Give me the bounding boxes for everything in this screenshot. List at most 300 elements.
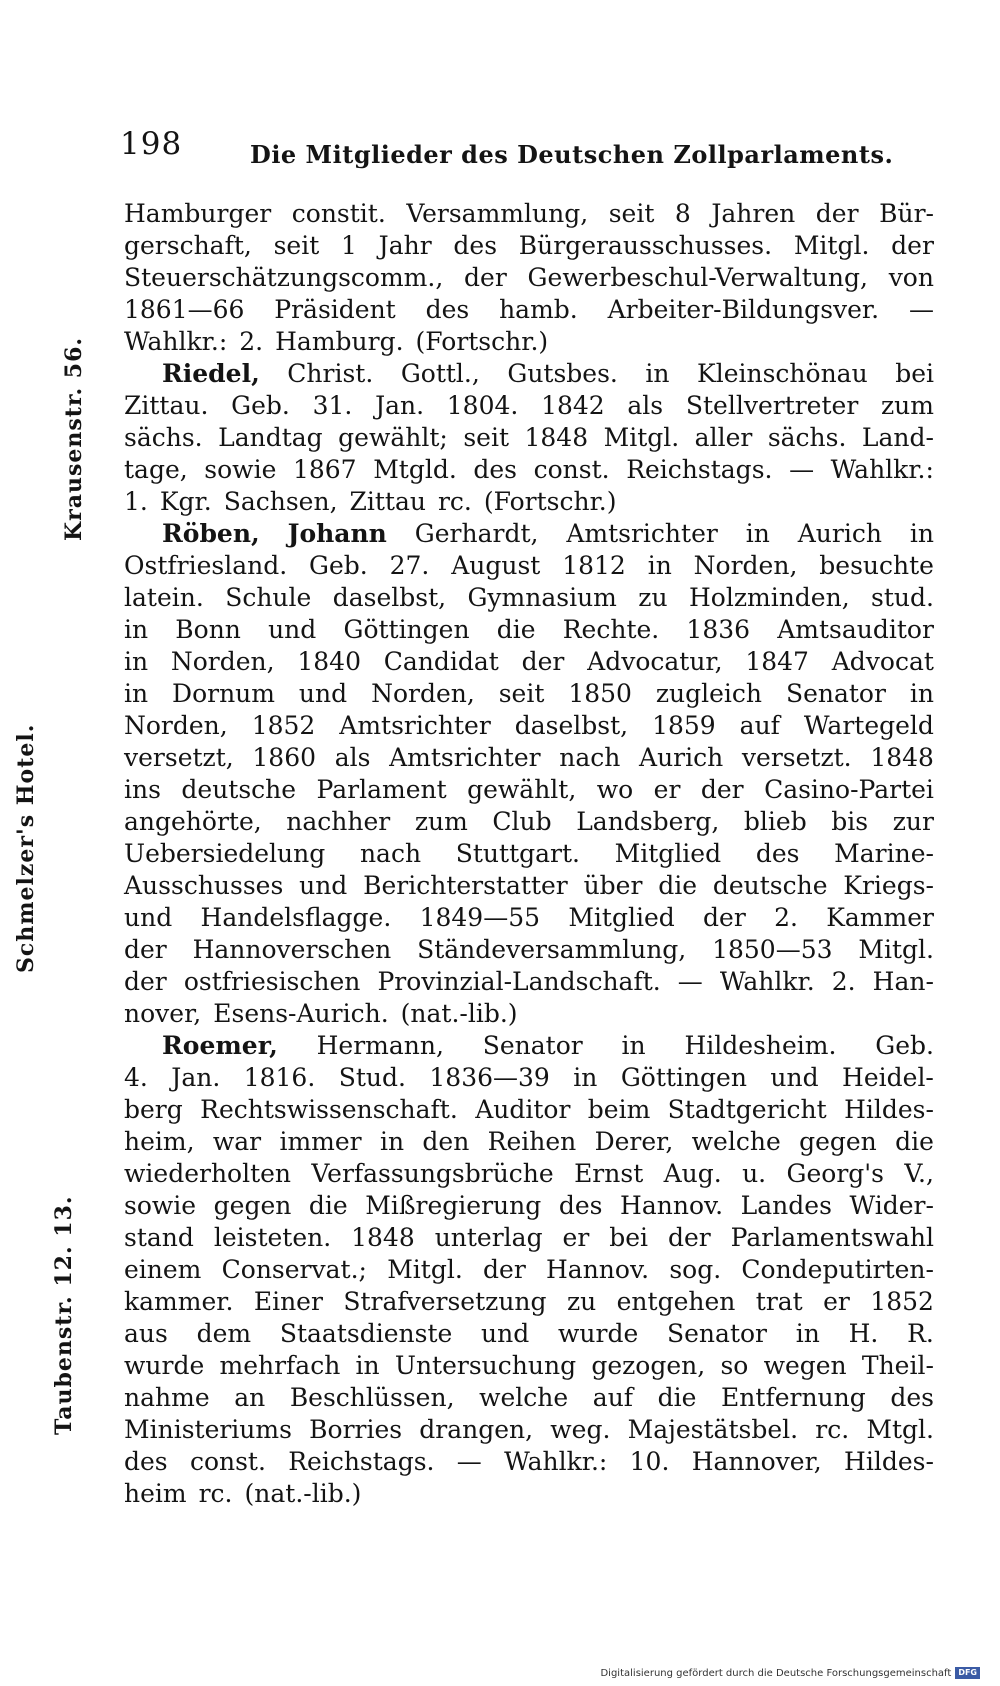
word: 2. [774,903,798,932]
text-line [124,742,934,774]
word: gegen [213,1191,292,1220]
word: Jan. [171,1063,221,1092]
word: entgehen [616,1287,736,1316]
word: nach [559,743,621,772]
text-line [124,1446,934,1478]
text-line [124,230,934,262]
word: Steuerschätzungscomm., [124,263,444,292]
word: Kgr. [159,487,212,516]
text-line [124,774,934,806]
word: in [647,551,672,580]
word: 1840 [297,647,361,676]
text-line [124,1190,934,1222]
word: wegen [763,1351,847,1380]
word: Hannov. [620,1191,724,1220]
word: Senator [482,1031,583,1060]
word: gezogen, [591,1351,706,1380]
text-line [124,998,934,1030]
word: gegen [799,1127,877,1156]
word: in [645,359,670,388]
body-text [124,198,934,1510]
word: 1852 [251,711,316,740]
word: Handelsflagge. [200,903,392,932]
word: seit [463,423,509,452]
word: Hamburg. [275,327,404,356]
word: 1848 [870,743,934,772]
word: Hermann, [316,1031,444,1060]
word: beim [587,1095,651,1124]
word: Landes [740,1191,832,1220]
word: trat [755,1287,803,1316]
word: in [124,679,149,708]
word: die [895,1127,934,1156]
word: kammer. [124,1287,234,1316]
word: — [789,455,815,484]
word: — [908,295,934,324]
word: Bürgerausschusses. [518,231,773,260]
word: Hannover, [691,1447,822,1476]
word: Ministeriums [124,1415,292,1444]
word: Verfassungsbrüche [311,1159,554,1188]
word: Parlamentswahl [730,1223,934,1252]
word: Heidel- [842,1063,934,1092]
text-line [124,902,934,934]
word: (nat.-lib.) [244,1479,362,1508]
word: Hildes- [844,1447,934,1476]
word: sächs. [767,423,847,452]
word: Stuttgart. [455,839,580,868]
word: 1850 [568,679,632,708]
word: als [334,743,371,772]
word: 1. [124,487,148,516]
word: stud. [871,583,934,612]
word: Amtsrichter [389,743,541,772]
text-line [124,486,934,518]
word: 1848 [351,1223,415,1252]
text-line [124,262,934,294]
word: Amtsauditor [777,615,934,644]
word: einem [124,1255,202,1284]
word: Candidat [383,647,499,676]
word: nahme [124,1383,210,1412]
word: berg [124,1095,183,1124]
word: Jan. [375,391,425,420]
word: heim, [124,1127,195,1156]
word: Auditor [475,1095,571,1124]
text-line [124,838,934,870]
word: Landsberg, [576,807,720,836]
word: stand [124,1223,194,1252]
word: Advocatur, [587,647,723,676]
word: bei [895,359,934,388]
word: Advocat [831,647,934,676]
word: sächs. [124,423,203,452]
word: Esens-Aurich. [213,999,389,1028]
word: 31. [312,391,353,420]
word: welche [479,1383,569,1412]
word: rc. [437,487,472,516]
word: Bonn [175,615,241,644]
word: Uebersiedelung [124,839,326,868]
word: Majestätsbel. [627,1415,799,1444]
word: Staatsdienste [279,1319,453,1348]
word: 1816. [243,1063,316,1092]
word: August [451,551,541,580]
text-line [124,390,934,422]
word: in [909,519,934,548]
word: tage, [124,455,188,484]
text-line [124,710,934,742]
word: Mitgl. [858,935,934,964]
word: des [755,839,800,868]
word: Provinzial-Landschaft. [377,967,661,996]
word: sowie [124,1191,197,1220]
word: des [473,455,518,484]
word: der [521,647,565,676]
word: Untersuchung [394,1351,577,1380]
word: V., [904,1159,934,1188]
word: Kleinschönau [697,359,868,388]
word: Gerhardt, [414,519,539,548]
word: des [425,295,470,324]
side-note-schmelzers-hotel: Schmelzer's Hotel. [13,723,39,973]
word: er [823,1287,850,1316]
word: Geb. [875,1031,934,1060]
word: Holzminden, [688,583,850,612]
text-line [124,1158,934,1190]
word: 1836 [686,615,751,644]
word: Casino-Partei [764,775,934,804]
word: zu [566,1287,597,1316]
word: Land- [861,423,934,452]
text-line [124,806,934,838]
word: const. [189,1447,266,1476]
word: Wartegeld [803,711,934,740]
word: 1852 [870,1287,934,1316]
word: in [621,1031,646,1060]
word: ostfriesischen [183,967,361,996]
word: zu [638,583,668,612]
word: in [573,1063,598,1092]
word: dem [196,1319,252,1348]
word: Hildes- [844,1095,934,1124]
word: 1804. [446,391,519,420]
word: Rechtswissenschaft. [200,1095,458,1124]
word: Wahlkr.: [124,327,228,356]
word: latein. [124,583,204,612]
word: Wider- [849,1191,934,1220]
word: sowie [204,455,277,484]
word: 1861—66 [124,295,245,324]
word: H. [848,1319,879,1348]
word: der [667,1223,711,1252]
word: Röben, [162,519,260,548]
word: Arbeiter-Bildungsver. [607,295,880,324]
word: 1849—55 [419,903,541,932]
word: und [298,679,348,708]
word: Gottl., [400,359,480,388]
word: Roemer, [162,1031,278,1060]
word: der [124,935,167,964]
word: in [909,679,934,708]
word: 1 [341,231,357,260]
word: Marine- [834,839,934,868]
word: in [124,647,149,676]
word: blieb [743,807,807,836]
word: auf [739,711,780,740]
text-line [124,614,934,646]
word: Präsident [274,295,396,324]
text-line [124,1126,934,1158]
word: Berichterstatter [363,871,568,900]
word: Ausschusses [124,871,284,900]
word: deutsche [712,871,828,900]
word: Stud. [338,1063,406,1092]
word: Jahren [711,199,796,228]
word: Stellvertreter [685,391,859,420]
word: Senator [667,1319,767,1348]
word: 1848 [524,423,589,452]
word: in [124,615,149,644]
word: Hannoverschen [192,935,392,964]
word: (Fortschr.) [483,487,617,516]
word: 1842 [541,391,605,420]
word: Parlament [316,775,447,804]
word: Riedel, [162,359,260,388]
text-line [124,294,934,326]
word: auf [592,1383,634,1412]
word: bei [609,1223,649,1252]
word: — [677,967,703,996]
word: den [422,1127,470,1156]
word: Senator [785,679,886,708]
word: Mtgl. [866,1415,934,1444]
word: der [815,199,859,228]
word: drangen, [419,1415,534,1444]
word: gewählt, [467,775,577,804]
word: Sachsen, [223,487,338,516]
word: Gutsbes. [507,359,618,388]
word: Hannov. [546,1255,650,1284]
word: Bür- [879,199,934,228]
word: die [657,1383,697,1412]
word: 1860 [252,743,317,772]
word: 1850—53 [712,935,833,964]
word: als [627,391,664,420]
word: versetzt. [741,743,852,772]
word: Norden, [371,679,475,708]
word: in [379,1127,405,1156]
word: der [703,903,746,932]
word: Geb. [309,551,368,580]
word: Mitgl. [387,1255,463,1284]
word: wiederholten [124,1159,292,1188]
side-note-krausenstr: Krausenstr. 56. [61,336,87,541]
word: 1859 [652,711,716,740]
word: Versammlung, [406,199,589,228]
text-line [124,582,934,614]
text-line [124,326,934,358]
word: versetzt, [124,743,234,772]
word: Landtag [218,423,323,452]
word: wo [596,775,634,804]
word: des [558,1191,603,1220]
word: in [795,1319,820,1348]
word: mehrfach [219,1351,341,1380]
word: Zittau [349,487,426,516]
word: deutsche [181,775,297,804]
word: Christ. [287,359,374,388]
word: bis [831,807,869,836]
text-line [124,1062,934,1094]
word: Georg's [786,1159,884,1188]
word: des [890,1383,934,1412]
word: nover, [124,999,202,1028]
dfg-logo: DFG [955,1667,980,1679]
word: die [496,615,536,644]
word: aller [694,423,753,452]
word: Göttingen [620,1063,747,1092]
word: 10. [629,1447,670,1476]
word: Stadtgericht [667,1095,827,1124]
word: in [745,519,770,548]
word: aus [124,1319,168,1348]
word: daselbst, [514,711,629,740]
side-note-taubenstr: Taubenstr. 12. 13. [51,1195,77,1435]
text-line [124,550,934,582]
word: Reichstags. [626,455,773,484]
word: heim [124,1479,187,1508]
word: immer [279,1127,362,1156]
text-line [124,646,934,678]
word: (Fortschr.) [415,327,549,356]
word: Borries [309,1415,403,1444]
word: Norden, [124,711,228,740]
word: besuchte [819,551,934,580]
word: Condeputirten- [741,1255,934,1284]
word: 1836—39 [429,1063,550,1092]
word: des [124,1447,168,1476]
text-line [124,1286,934,1318]
text-line [124,1094,934,1126]
word: seit [498,679,545,708]
word: 1812 [562,551,626,580]
word: angehörte, [124,807,262,836]
word: Rechte. [562,615,660,644]
word: Beschlüssen, [289,1383,455,1412]
word: nach [359,839,422,868]
word: und [481,1319,530,1348]
footer [600,1667,980,1679]
text-line [124,1478,934,1510]
word: Gymnasium [467,583,617,612]
word: Mißregierung [365,1191,542,1220]
word: zum [881,391,934,420]
text-line [124,1222,934,1254]
word: er [653,775,681,804]
word: Norden, [170,647,275,676]
text-line [124,1414,934,1446]
word: des [453,231,498,260]
text-line [124,358,934,390]
text-line [124,678,934,710]
word: constit. [291,199,386,228]
word: Conservat.; [221,1255,367,1284]
word: rc. [198,1479,233,1508]
text-line [124,422,934,454]
word: Mitgl. [793,231,870,260]
word: zur [892,807,934,836]
word: const. [533,455,610,484]
word: Gewerbeschul-Verwaltung, [527,263,868,292]
word: sog. [669,1255,722,1284]
text-line [124,966,934,998]
word: Aurich [797,519,882,548]
word: Ständeversammlung, [417,935,687,964]
text-line [124,1382,934,1414]
word: zugleich [655,679,763,708]
word: Han- [872,967,934,996]
word: Zittau. [124,391,209,420]
word: unterlag [434,1223,543,1252]
word: und [299,871,348,900]
word: die [308,1191,348,1220]
word: Dornum [172,679,275,708]
word: von [888,263,934,292]
word: Mtgld. [373,455,457,484]
word: hamb. [499,295,578,324]
word: an [234,1383,266,1412]
word: (nat.-lib.) [400,999,518,1028]
word: Ernst [574,1159,644,1188]
word: — [456,1447,482,1476]
text-line [124,454,934,486]
page-number: 198 [120,126,183,162]
word: Club [492,807,552,836]
word: nachher [286,807,391,836]
word: ins [124,775,161,804]
word: Reichstags. [288,1447,435,1476]
word: in [355,1351,380,1380]
word: weg. [550,1415,611,1444]
word: Geb. [231,391,290,420]
word: Mitgl. [603,423,680,452]
word: 1867 [292,455,357,484]
word: seit [273,231,320,260]
word: 27. [389,551,430,580]
word: Göttingen [343,615,470,644]
word: Schule [225,583,312,612]
word: Kammer [826,903,934,932]
word: war [212,1127,262,1156]
word: Mitglied [568,903,675,932]
word: Hildesheim. [684,1031,837,1060]
word: Wahlkr.: [504,1447,608,1476]
word: Einer [253,1287,323,1316]
word: Reihen [487,1127,577,1156]
word: der [700,775,744,804]
word: welche [691,1127,781,1156]
word: R. [907,1319,934,1348]
word: Ostfriesland. [124,551,288,580]
word: Kriegs- [843,871,934,900]
word: Wahlkr.: [830,455,934,484]
running-head: Die Mitglieder des Deutschen Zollparlaments. [250,140,894,169]
word: der [891,231,934,260]
word: Theil- [861,1351,934,1380]
word: leisteten. [213,1223,332,1252]
word: gewählt; [338,423,448,452]
